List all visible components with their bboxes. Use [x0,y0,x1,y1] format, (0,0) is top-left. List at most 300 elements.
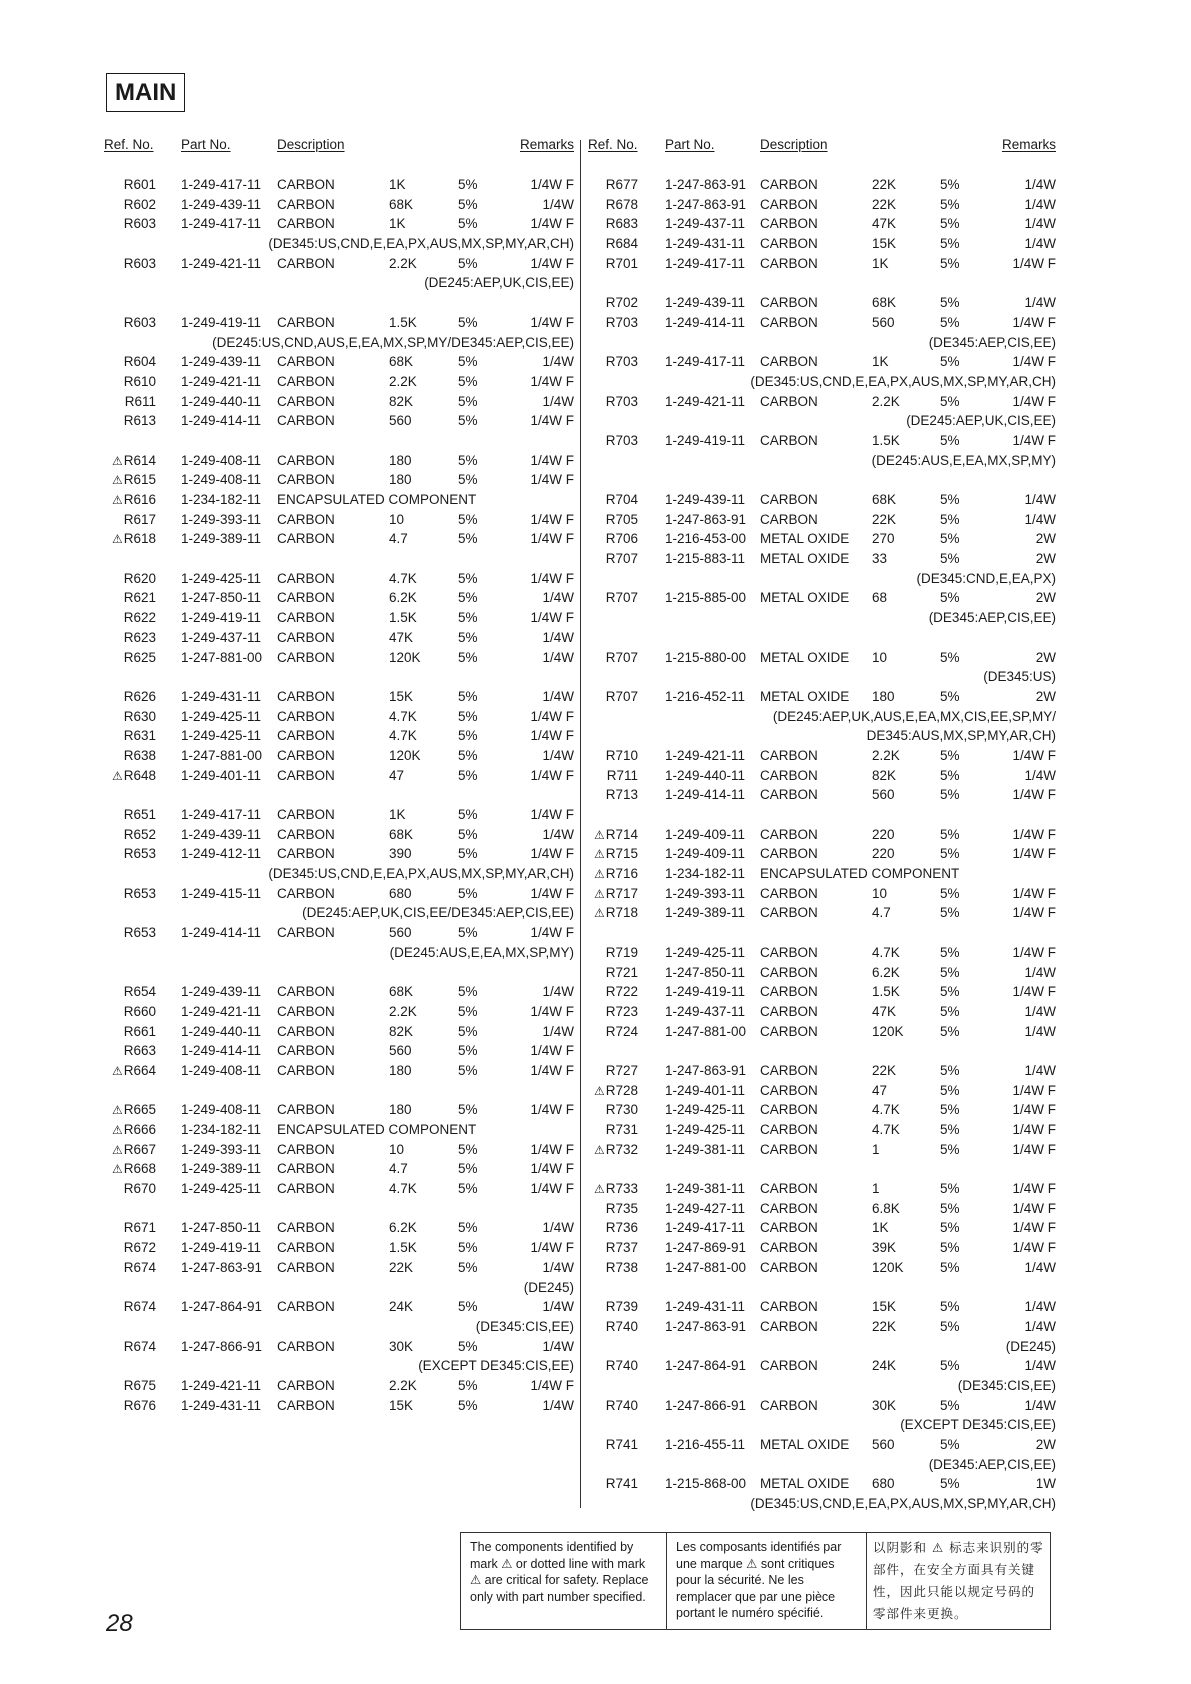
table-row [104,1061,574,1081]
ref-no-text: R674 [123,1259,156,1275]
table-row [588,1297,1056,1317]
ref-no-text: R707 [605,649,638,665]
ref-no-text: R603 [123,314,156,330]
description: CARBON [277,177,335,192]
table-row [588,1061,1056,1081]
part-no: 1-249-439-11 [181,196,262,212]
description: CARBON [277,1062,335,1078]
value: 47 [389,767,405,783]
description: CARBON [760,1122,818,1137]
table-row [588,254,1056,274]
value: 10 [872,885,888,901]
remarks: 1/4W [542,649,574,665]
description: CARBON [277,1181,335,1197]
description: CARBON [760,177,818,192]
ref-no-text: R626 [123,688,156,704]
ref-no-text: R625 [123,649,156,665]
table-row-note [588,451,1056,471]
tolerance: 5% [458,590,478,606]
description: CARBON [760,1200,818,1216]
destination-note: (DE245:AUS,E,EA,MX,SP,MY) [389,944,574,960]
remarks: 1/4W F [1012,885,1056,901]
remarks: 1/4W F [1012,432,1056,448]
part-no: 1-247-850-11 [181,1220,262,1236]
ref-no [588,313,638,333]
header-ref-no: Ref. No. [588,137,638,152]
table-row [588,1140,1056,1160]
description: CARBON [277,393,335,409]
ref-no-text: R653 [123,846,156,862]
table-row [588,785,1056,805]
safety-warning-icon: ⚠ [111,453,123,468]
part-no: 1-249-439-11 [665,492,746,507]
safety-warning-icon: ⚠ [111,1123,123,1137]
tolerance: 5% [940,1437,960,1452]
ref-no-text: R661 [123,1023,156,1039]
table-row [104,726,574,746]
value: 4.7K [872,944,900,960]
ref-no-text: R660 [123,1003,156,1019]
table-row [104,805,574,825]
ref-no-text: R740 [605,1358,638,1374]
part-no: 1-249-425-11 [181,1181,262,1197]
description: CARBON [277,511,335,527]
remarks: 1/4W F [530,1181,574,1197]
tolerance: 5% [940,1318,960,1334]
ref-no-text: R610 [123,373,156,389]
tolerance: 5% [940,1299,960,1315]
description: CARBON [277,1299,335,1315]
safety-notice [460,1532,1051,1630]
remarks: 1/4W F [530,1161,574,1177]
part-no: 1-249-437-11 [181,629,262,645]
remarks: 1/4W F [530,925,574,941]
table-row [104,470,574,490]
remarks: 1/4W F [530,885,574,901]
table-row [104,392,574,412]
table-row-note [104,864,574,884]
tolerance: 5% [940,511,960,527]
value: 47 [872,1082,888,1098]
remarks: 1/4W F [1012,846,1056,862]
description: METAL OXIDE [760,1476,850,1492]
part-no: 1-249-421-11 [181,373,262,389]
table-row-note [588,707,1056,727]
ref-no [104,746,156,766]
value: 82K [872,767,897,783]
ref-no [588,1297,638,1317]
ref-no [104,884,156,904]
part-no: 1-249-431-11 [665,1299,746,1315]
part-no: 1-249-414-11 [665,787,746,803]
tolerance: 5% [940,1082,960,1098]
tolerance: 5% [458,1299,478,1315]
ref-no [104,451,156,472]
description: CARBON [760,196,818,212]
table-row [104,844,574,864]
value: 24K [389,1299,414,1315]
value: 120K [389,747,421,763]
table-row [588,963,1056,983]
remarks: 1/4W F [1012,1200,1056,1216]
remarks: 1/4W [1024,1318,1056,1334]
table-row [588,903,1056,923]
description: CARBON [760,1102,818,1118]
tolerance: 5% [458,1397,478,1413]
safety-warning-icon: ⚠ [593,1182,605,1197]
remarks: 1/4W [1024,1358,1056,1374]
value: 68K [389,826,414,842]
table-row [588,766,1056,786]
ref-no [104,707,156,727]
table-row [104,1238,574,1258]
description: METAL OXIDE [760,1437,850,1452]
ref-no [104,1061,156,1082]
parts-column-left [104,137,574,1415]
table-row [104,1140,574,1160]
ref-no-text: R603 [123,216,156,232]
description: CARBON [277,649,335,665]
part-no: 1-249-414-11 [181,925,262,941]
remarks: 1/4W F [1012,1240,1056,1256]
tolerance: 5% [940,1358,960,1374]
ref-no [104,608,156,628]
remarks: 1/4W F [530,1003,574,1019]
table-row [104,1337,574,1357]
ref-no-text: R684 [605,236,638,252]
tolerance: 5% [940,1181,960,1197]
tolerance: 5% [940,1141,960,1157]
table-row [588,1356,1056,1376]
destination-note: (EXCEPT DE345:CIS,EE) [418,1358,574,1374]
part-no: 1-249-425-11 [665,1102,746,1118]
remarks: 2W [1035,1437,1056,1452]
part-no: 1-249-389-11 [181,1161,262,1177]
table-row [104,707,574,727]
tolerance: 5% [458,1023,478,1039]
value: 390 [389,846,412,862]
description: CARBON [277,1023,335,1039]
ref-no [104,372,156,392]
tolerance: 5% [940,846,960,862]
value: 560 [872,314,895,330]
table-row-note [588,1376,1056,1396]
part-no: 1-249-381-11 [665,1141,746,1157]
remarks: 1/4W [1024,1397,1056,1413]
part-no: 1-249-414-11 [665,314,746,330]
tolerance: 5% [458,1043,478,1059]
ref-no-text: R614 [123,452,156,468]
table-row [588,1081,1056,1101]
destination-note: (DE245) [523,1279,574,1295]
tolerance: 5% [458,846,478,862]
value: 180 [872,688,895,704]
ref-no [104,923,156,943]
part-no: 1-247-863-91 [665,196,747,212]
part-no: 1-249-419-11 [665,432,746,448]
value: 22K [872,1318,897,1334]
part-no: 1-249-381-11 [665,1181,746,1197]
value: 1K [872,354,889,370]
description: METAL OXIDE [760,590,850,606]
column-divider [580,140,581,1508]
table-row-note [588,333,1056,353]
value: 33 [872,551,888,567]
ref-no-text: R724 [605,1023,638,1039]
parts-list-left [104,175,574,1415]
ref-no [104,470,156,491]
destination-note: (DE345:AEP,CIS,EE) [928,334,1056,350]
description: CARBON [760,1358,818,1374]
ref-no [588,352,638,372]
description: CARBON [277,1102,335,1118]
ref-no [104,1002,156,1022]
part-no: 1-249-427-11 [665,1200,746,1216]
remarks: 1/4W F [530,708,574,724]
ref-no [104,195,156,215]
ref-no-text: R651 [123,807,156,822]
remarks: 1/4W [542,747,574,763]
value: 180 [389,1062,412,1078]
destination-note: (DE345:AEP,CIS,EE) [928,1456,1056,1472]
tolerance: 5% [458,1338,478,1354]
description: CARBON [277,984,335,1000]
table-row-note [104,1317,574,1337]
remarks: 1/4W [542,393,574,409]
part-no: 1-249-417-11 [665,1220,746,1236]
part-no: 1-249-393-11 [181,511,262,527]
tolerance: 5% [458,1220,478,1236]
remarks: 1/4W F [1012,984,1056,1000]
value: 4.7K [389,708,417,724]
value: 4.7K [872,1102,900,1118]
table-row [588,549,1056,569]
value: 15K [389,1397,414,1413]
part-no: 1-247-881-00 [181,649,263,665]
part-no: 1-249-417-11 [665,255,746,271]
value: 1K [389,807,406,822]
tolerance: 5% [940,747,960,763]
ref-no [588,293,638,313]
ref-no-text: R702 [605,295,638,311]
remarks: 1/4W F [1012,1141,1056,1157]
ref-no-text: R741 [605,1476,638,1492]
description: CARBON [760,767,818,783]
value: 1K [872,1220,889,1236]
part-no: 1-249-409-11 [665,846,746,862]
tolerance: 5% [458,807,478,822]
remarks: 1/4W F [530,846,574,862]
ref-no [588,1218,638,1238]
ref-no-text: R740 [605,1397,638,1413]
ref-no [104,982,156,1002]
remarks: 1/4W [542,688,574,704]
description: METAL OXIDE [760,531,850,547]
value: 680 [872,1476,895,1492]
table-row [588,825,1056,845]
remarks: 1/4W [1024,216,1056,232]
value: 1 [872,1181,880,1197]
tolerance: 5% [458,314,478,330]
ref-no-text: R677 [605,177,638,192]
ref-no [104,313,156,333]
value: 680 [389,885,412,901]
ref-no [588,1022,638,1042]
safety-warning-icon: ⚠ [593,1142,605,1157]
part-no: 1-249-421-11 [181,255,262,271]
table-row [104,352,574,372]
remarks: 1/4W [1024,767,1056,783]
tolerance: 5% [940,649,960,665]
ref-no [104,1022,156,1042]
value: 560 [872,787,895,803]
tolerance: 5% [458,570,478,586]
tolerance: 5% [940,177,960,192]
ref-no-text: R736 [605,1220,638,1236]
part-no: 1-247-850-11 [181,590,262,606]
table-row-note [104,1356,574,1376]
safety-notice-english: The components identified by mark ⚠ or dotted line with mark ⚠ are critical for safety. Replace only with part number specified. [470,1540,649,1604]
remarks: 1/4W F [530,373,574,389]
ref-no-text: R721 [605,964,638,980]
description: CARBON [760,1003,818,1019]
destination-note: (DE245:AEP,UK,CIS,EE) [906,413,1056,429]
part-no: 1-249-393-11 [665,885,746,901]
description: CARBON [760,393,818,409]
part-no: 1-249-414-11 [181,1043,262,1059]
ref-no-text: R613 [123,413,156,429]
description: METAL OXIDE [760,551,850,567]
table-row [588,1474,1056,1494]
part-no: 1-249-419-11 [665,984,746,1000]
part-no: 1-249-421-11 [665,393,746,409]
ref-no-text: R706 [605,531,638,547]
table-row [588,490,1056,510]
description: CARBON [760,1299,818,1315]
value: 1 [872,1141,880,1157]
description: CARBON [277,767,335,783]
part-no: 1-249-421-11 [181,1003,262,1019]
tolerance: 5% [940,1259,960,1275]
description: METAL OXIDE [760,688,850,704]
value: 47K [389,629,414,645]
ref-no [104,687,156,707]
ref-no-text: R664 [123,1062,156,1078]
table-row [104,766,574,786]
ref-no [588,1238,638,1258]
description: METAL OXIDE [760,649,850,665]
remarks: 1/4W F [530,177,574,192]
ref-no-text: R666 [123,1122,156,1137]
description: CARBON [760,1062,818,1078]
tolerance: 5% [940,984,960,1000]
ref-no-text: R653 [123,885,156,901]
table-row [104,982,574,1002]
table-row-note [588,569,1056,589]
ref-no [104,766,156,787]
ref-no [588,864,638,885]
value: 6.2K [389,590,417,606]
value: 47K [872,216,897,232]
ref-no-text: R652 [123,826,156,842]
ref-no-text: R716 [605,866,638,882]
remarks: 1/4W F [1012,1181,1056,1197]
table-row [104,1396,574,1416]
safety-warning-icon: ⚠ [593,886,605,901]
value: 1K [872,255,889,271]
part-no: 1-247-864-91 [665,1358,747,1374]
value: 180 [389,1102,412,1118]
part-no: 1-249-439-11 [665,295,746,311]
remarks: 1/4W [1024,177,1056,192]
ref-no [104,628,156,648]
ref-no-text: R675 [123,1377,156,1393]
description: CARBON [277,590,335,606]
tolerance: 5% [940,1003,960,1019]
value: 68K [389,984,414,1000]
ref-no-text: R622 [123,610,156,626]
remarks: 1/4W [1024,492,1056,507]
value: 1.5K [389,1240,417,1256]
table-row [104,825,574,845]
tolerance: 5% [458,826,478,842]
table-row [104,1218,574,1238]
value: 6.2K [389,1220,417,1236]
part-no: 1-249-417-11 [181,216,262,232]
ref-no-text: R703 [605,314,638,330]
remarks: 1/4W F [1012,826,1056,842]
description: CARBON [277,570,335,586]
value: 2.2K [389,1003,417,1019]
description: CARBON [277,1397,335,1413]
part-no: 1-249-393-11 [181,1141,262,1157]
ref-no [588,982,638,1002]
table-row [588,431,1056,451]
ref-no [104,1218,156,1238]
value: 22K [389,1259,414,1275]
header-ref-no: Ref. No. [104,137,154,152]
destination-note: (DE345:US,CND,E,EA,PX,AUS,MX,SP,MY,AR,CH) [268,866,574,882]
description: CARBON [277,846,335,862]
table-row [104,1100,574,1120]
destination-note: (DE345:US,CND,E,EA,PX,AUS,MX,SP,MY,AR,CH) [750,373,1056,389]
ref-no-text: R630 [123,708,156,724]
ref-no [588,963,638,983]
ref-no-text: R703 [605,354,638,370]
ref-no-text: R703 [605,393,638,409]
ref-no [588,1002,638,1022]
tolerance: 5% [458,747,478,763]
table-row-note [588,667,1056,687]
ref-no [104,588,156,608]
ref-no-text: R707 [605,590,638,606]
value: 39K [872,1240,897,1256]
table-header [588,137,1056,157]
ref-no [588,490,638,510]
part-no: 1-216-455-11 [665,1437,746,1452]
remarks: 1/4W F [530,452,574,468]
part-no: 1-247-866-91 [665,1397,747,1413]
table-row-note [588,1494,1056,1514]
remarks: 1/4W [542,984,574,1000]
table-row [104,1376,574,1396]
part-no: 1-234-182-11 [665,866,746,882]
description: CARBON [277,1220,335,1236]
tolerance: 5% [458,1181,478,1197]
table-row [588,234,1056,254]
ref-no-text: R676 [123,1397,156,1413]
ref-no-text: R738 [605,1259,638,1275]
